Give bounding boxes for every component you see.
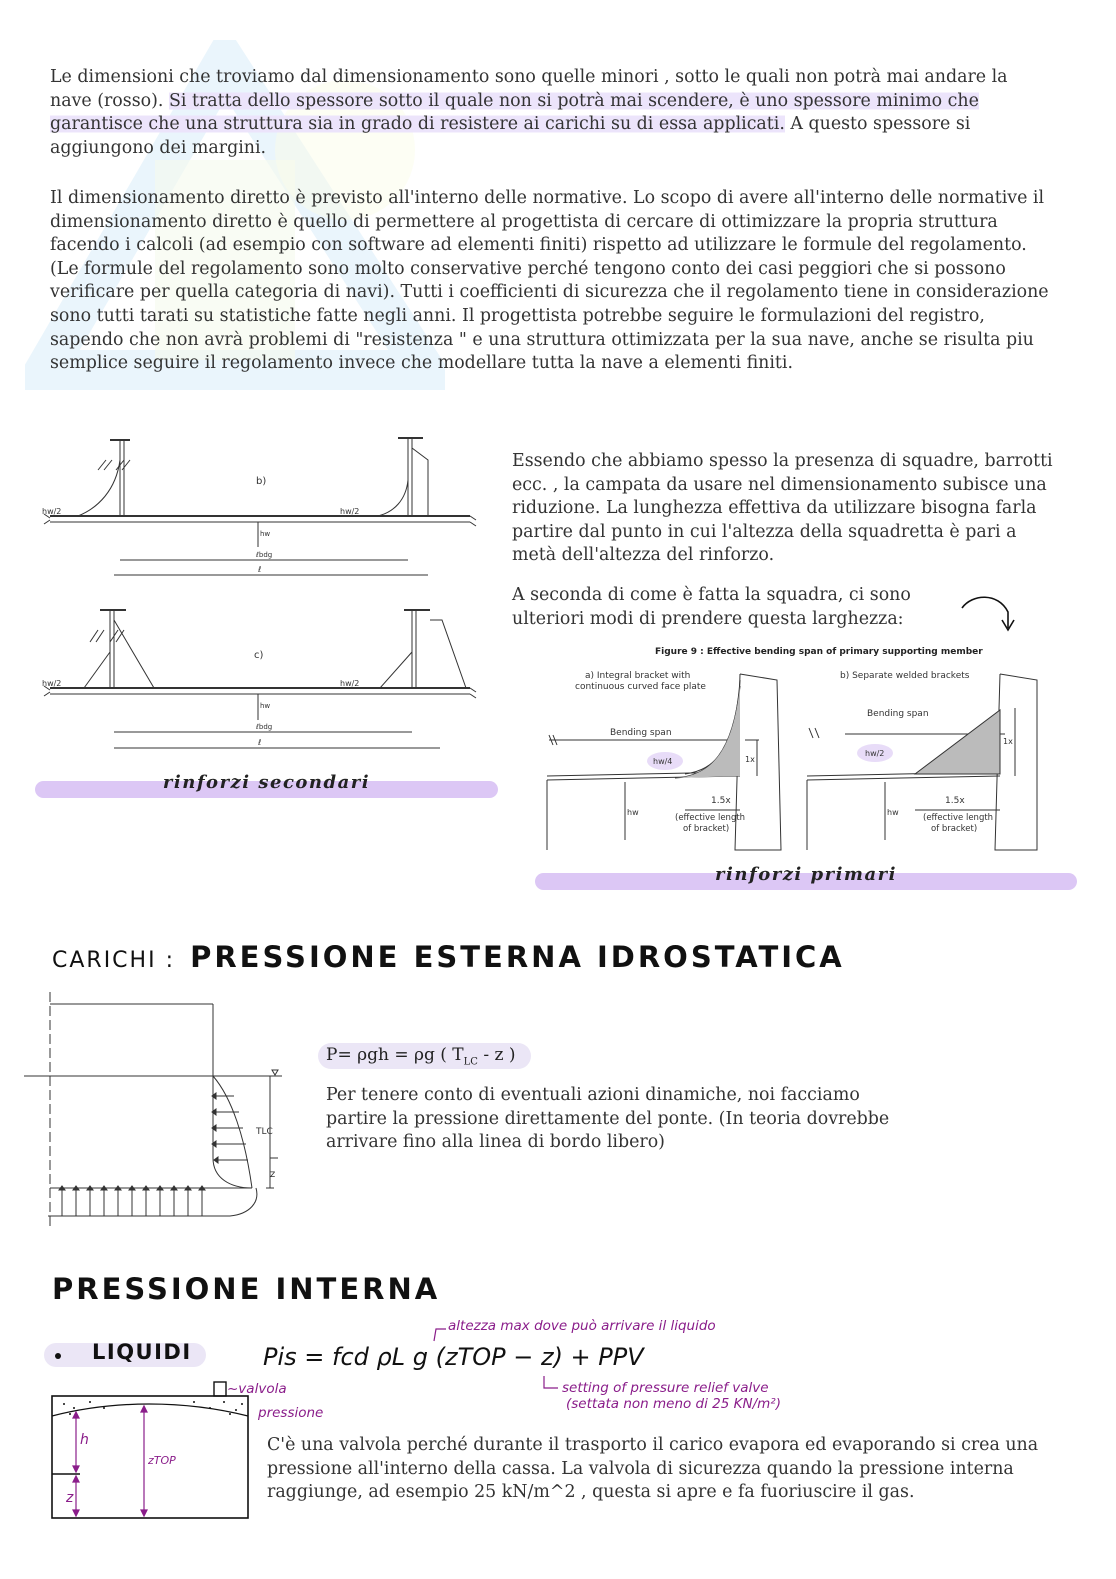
caption-secondary-pill <box>35 772 498 798</box>
one-x-a: 1x <box>745 755 755 764</box>
hw-a: hw <box>627 808 639 817</box>
caption-primary-pill <box>535 864 1077 890</box>
hw2-label: hw/2 <box>865 749 885 758</box>
label-c: c) <box>254 650 264 661</box>
intro-part3: A questo spessore si aggiungono dei margini. <box>50 114 971 158</box>
l-label-b: ℓ <box>258 565 262 574</box>
intro-paragraph <box>50 66 1050 160</box>
carichi-heading <box>52 940 845 974</box>
note-bottom-1: setting of pressure relief valve <box>562 1380 769 1396</box>
ztop-label: zTOP <box>148 1454 176 1467</box>
lbdg-label-b: ℓbdg <box>256 551 273 559</box>
brackets-text: Essendo che abbiamo spesso la presenza di squadre, barrotti ecc. , la campata da usare nel dimensionamento subisce una riduzione. La lunghezza effettiva da utilizzare bisogna farla partire dal punto in cui l'altezza della squadretta è pari a metà dell'altezza del rinforzo. <box>512 451 1053 566</box>
bending-span-a: Bending span <box>610 728 672 738</box>
hw4-label: hw/4 <box>653 757 673 766</box>
one-five-x-b: 1.5x <box>945 796 965 806</box>
valvola-label: ~valvola <box>227 1381 287 1397</box>
brackets-paragraph-2 <box>512 584 952 631</box>
formula-main: P= ρgh = ρg ( T <box>326 1045 464 1065</box>
hw-label-b: hw <box>260 530 271 538</box>
tank-sketch <box>44 1378 254 1523</box>
caption-secondary: rinforzi secondari <box>162 772 371 793</box>
note-bottom-2: (settata non meno di 25 KN/m²) <box>566 1396 781 1412</box>
hydrostatic-formula <box>318 1043 531 1069</box>
caption-primary: rinforzi primari <box>715 864 897 885</box>
h-label: h <box>80 1432 89 1448</box>
valve-text: C'è una valvola perché durante il trasporto il carico evapora ed evaporando si crea una pressione all'interno della cassa. La valvola di sicurezza quando la pressione interna raggiunge, ad esempio 25 kN/m^2 , questa si apre e fa fuoriuscire il gas. <box>267 1435 1039 1503</box>
hydrostatic-pressure-figure <box>20 988 290 1238</box>
primary-stiffeners-figure <box>545 640 1045 855</box>
valve-paragraph <box>267 1434 1077 1505</box>
fig-a-label-2: continuous curved face plate <box>575 682 706 692</box>
note-top: altezza max dove può arrivare il liquido <box>448 1318 716 1334</box>
brackets-paragraph <box>512 450 1062 568</box>
z-label-tank: z <box>66 1490 74 1506</box>
hw2-label-b-left: hw/2 <box>42 507 62 516</box>
intro-highlight: Si tratta dello spessore sotto il quale non si potrà mai scendere, è uno spessore minimo che garantisce che una struttura sia in grado di resistere ai carichi su di essa applicati. <box>50 90 979 135</box>
bullet-dot <box>55 1353 61 1359</box>
formula-sub: LC <box>463 1056 478 1068</box>
direct-dimensioning-paragraph <box>50 187 1050 376</box>
tlc-label: TLC <box>256 1127 273 1137</box>
hw2-label-c-left: hw/2 <box>42 679 62 688</box>
note-bottom-arrow-icon <box>540 1374 562 1394</box>
one-x-b: 1x <box>1003 737 1013 746</box>
note-top-arrow-icon <box>430 1325 450 1343</box>
z-label: z <box>270 1169 276 1180</box>
bending-span-b: Bending span <box>867 709 929 719</box>
eff-length-a: (effective length <box>675 813 746 823</box>
eff-length-b: (effective length <box>923 813 994 823</box>
hw-b: hw <box>887 808 899 817</box>
fig-b-label: b) Separate welded brackets <box>840 671 970 681</box>
one-five-x-a: 1.5x <box>711 796 731 806</box>
hw2-label-b-right: hw/2 <box>340 507 360 516</box>
intro-part1: Le dimensioni che troviamo dal dimensionamento sono quelle minori , sotto le quali non potrà mai andare la nave (rosso). <box>50 67 1008 111</box>
liquidi-label: LIQUIDI <box>92 1340 192 1364</box>
eff-bracket-b: of bracket) <box>931 824 978 834</box>
lbdg-label-c: ℓbdg <box>256 723 273 731</box>
hw2-label-c-right: hw/2 <box>340 679 360 688</box>
curved-arrow-icon <box>958 590 1018 635</box>
hw-label-c: hw <box>260 702 271 710</box>
secondary-stiffeners-figure <box>38 430 483 775</box>
hydrostatic-paragraph <box>326 1084 906 1155</box>
pressione-label: pressione <box>258 1405 324 1421</box>
l-label-c: ℓ <box>258 738 262 747</box>
carichi-title: PRESSIONE ESTERNA IDROSTATICA <box>190 940 845 974</box>
pis-formula: Pis = fcd ρL g (zTOP − z) + PPV <box>263 1343 644 1371</box>
interna-title: PRESSIONE INTERNA <box>52 1272 441 1306</box>
fig-a-label: a) Integral bracket with <box>585 671 691 681</box>
hydrostatic-text: Per tenere conto di eventuali azioni dinamiche, noi facciamo partire la pressione direttamente del ponte. (In teoria dovrebbe arrivare fino alla linea di bordo libero) <box>326 1085 890 1153</box>
eff-bracket-a: of bracket) <box>683 824 730 834</box>
direct-text: Il dimensionamento diretto è previsto all'interno delle normative. Lo scopo di avere all'interno delle normative il dimensionamento diretto è quello di permettere al progettista di cercare di ottimizzare la propria struttura facendo i calcoli (ad esempio con software ad elementi finiti) rispetto ad utilizzare le formule del regolamento. (Le formule del regolamento sono molto conservative perché tengono conto dei casi peggiori che si possono verificare per quella categoria di navi). Tutti i coefficienti di sicurezza che il regolamento tiene in considerazione sono tutti tarati su statistiche fatte negli anni. Il progettista potrebbe seguire le formulazioni del registro, sapendo che non avrà problemi di "resistenza " e una struttura ottimizzata per la sua nave, anche se risulta piu semplice seguire il regolamento invece che modellare tutta la nave a elementi finiti. <box>50 188 1049 374</box>
label-b: b) <box>256 476 267 487</box>
formula-end: - z ) <box>477 1045 516 1065</box>
carichi-prefix: CARICHI : <box>52 948 175 973</box>
brackets-text-2: A seconda di come è fatta la squadra, ci sono ulteriori modi di prendere questa larghezza: <box>512 585 911 629</box>
figure9-title: Figure 9 : Effective bending span of primary supporting member <box>655 647 983 657</box>
